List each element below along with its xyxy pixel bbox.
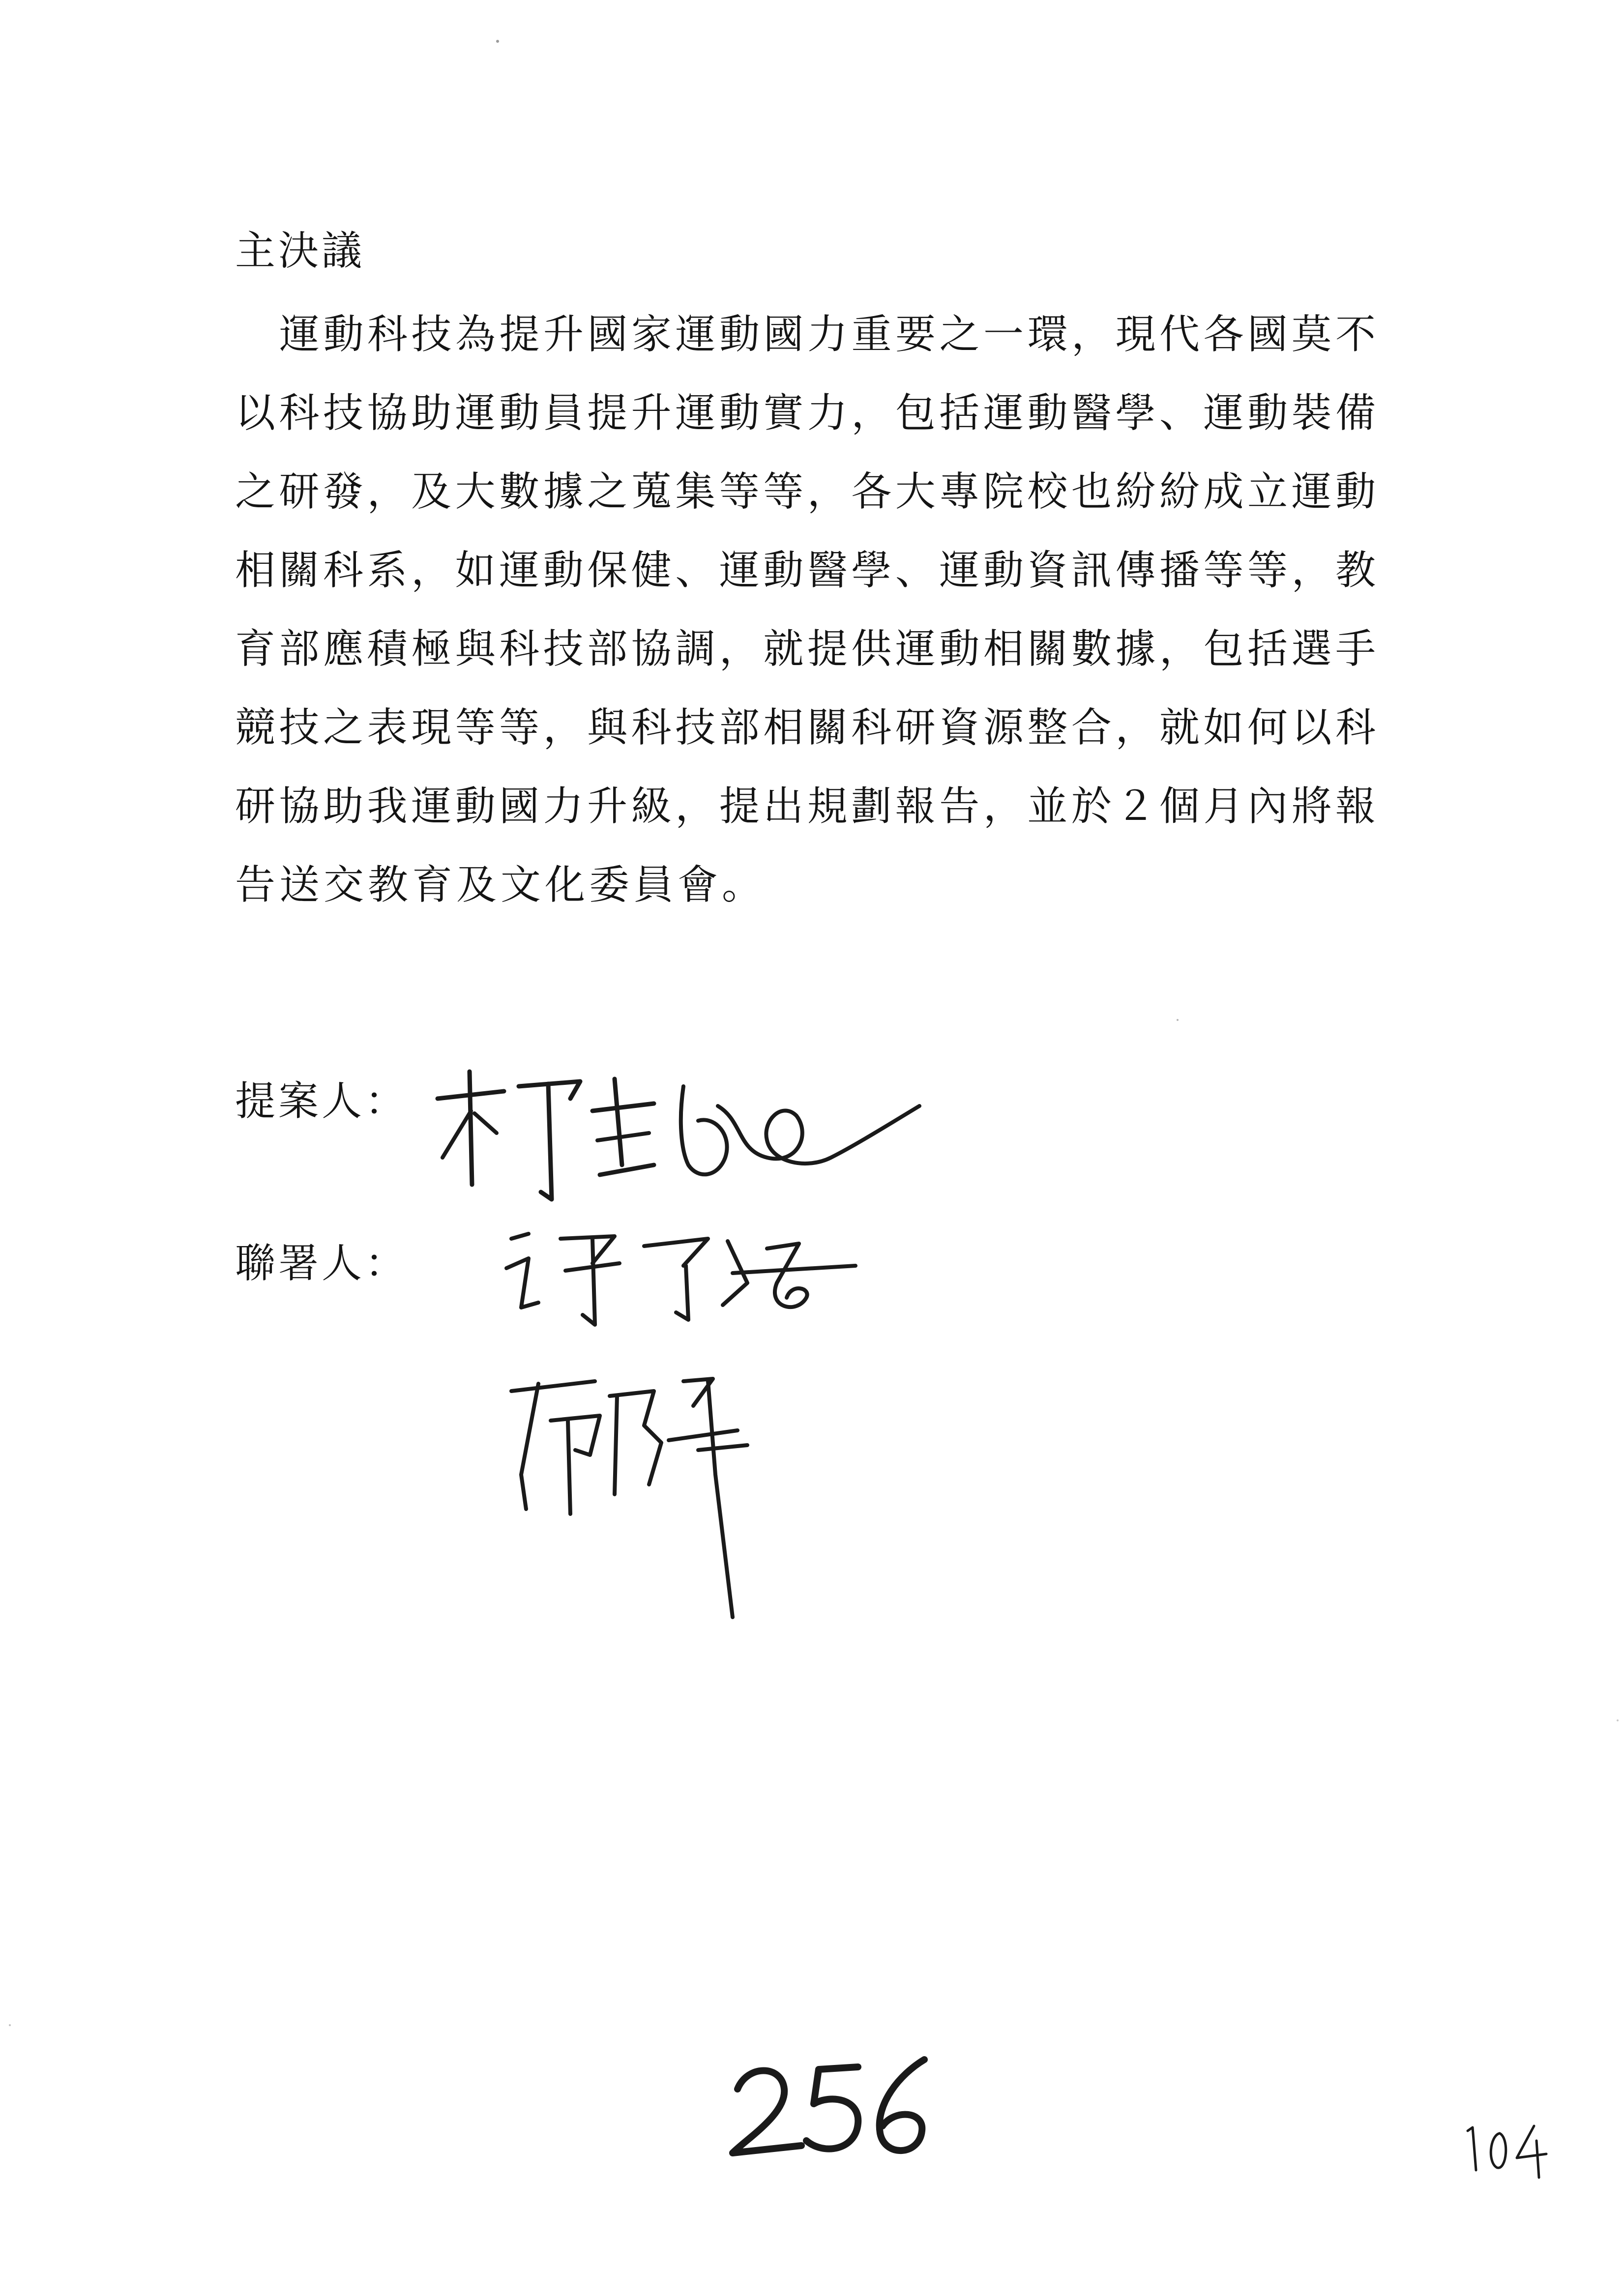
body-line-6: 競技之表現等等，與科技部相關科研資源整合，就如何以科 xyxy=(235,704,1376,751)
body-line-7: 研協助我運動國力升級，提出規劃報告，並於２個月內將報 xyxy=(235,783,1376,830)
body-line-5: 育部應積極與科技部協調，就提供運動相關數據，包括選手 xyxy=(235,626,1376,672)
body-line-4: 相關科系，如運動保健、運動醫學、運動資訊傳播等等，教 xyxy=(235,547,1376,594)
cosigner-label: 聯署人： xyxy=(235,1240,409,1287)
body-line-1: 運動科技為提升國家運動國力重要之一環，現代各國莫不 xyxy=(279,311,1376,358)
body-line-2: 以科技協助運動員提升運動實力，包括運動醫學、運動裝備 xyxy=(235,390,1376,436)
body-line-8: 告送交教育及文化委員會。 xyxy=(235,862,767,908)
proposer-label: 提案人： xyxy=(235,1078,409,1125)
body-line-3: 之研發，及大數據之蒐集等等，各大專院校也紛紛成立運動 xyxy=(235,468,1376,515)
document-title: 主決議 xyxy=(235,228,365,274)
